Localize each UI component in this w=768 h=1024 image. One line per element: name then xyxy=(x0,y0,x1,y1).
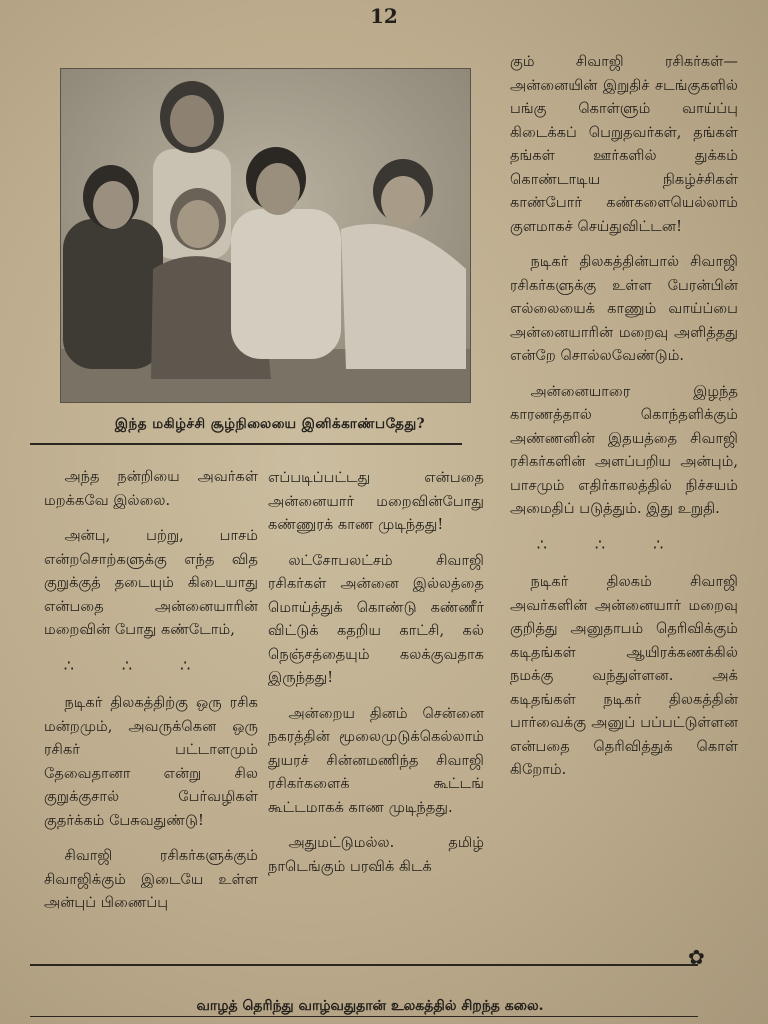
photo-caption: இந்த மகிழ்ச்சி சூழ்நிலையை இனிக்காண்பதேது? xyxy=(114,416,426,432)
section-break-dots: ∴∴∴ xyxy=(536,534,712,554)
group-photo xyxy=(60,68,471,403)
paragraph: அந்த நன்றியை அவர்கள் மறக்கவே இல்லை. xyxy=(44,468,258,509)
caption-rule xyxy=(30,443,462,445)
paragraph: அன்றைய தினம் சென்னை நகரத்தின் மூலைமுடுக்கெல்லாம் துயரச் சின்னமணிந்த சிவாஜி ரசிகர்களைக் கூட்டங் கூட்டமாகக் காண முடிந்தது. xyxy=(268,704,484,816)
paragraph: அதுமட்டுமல்ல. தமிழ் நாடெங்கும் பரவிக் கிடக் xyxy=(268,834,484,875)
column-right xyxy=(510,50,738,794)
paragraph: எப்படிப்பட்டது என்பதை அன்னையார் மறைவின்போது கண்ணுரக் காண முடிந்தது! xyxy=(268,469,484,533)
page-number: 12 xyxy=(370,4,398,28)
footer-quote: வாழத் தெரிந்து வாழ்வதுதான் உலகத்தில் சிறந்த கலை. xyxy=(196,998,544,1014)
paragraph: நடிகர் திலகத்தின்பால் சிவாஜி ரசிகர்களுக்கு உள்ள பேரன்பின் எல்லையைக் காணும் வாய்ப்பை அன்னையாரின் மறைவு அளித்தது என்றே சொல்லவேண்டும். xyxy=(510,253,738,364)
column-left xyxy=(44,465,258,927)
footer-rule xyxy=(30,964,698,966)
paragraph: அன்னையாரை இழந்த காரணத்தால் கொந்தளிக்கும் அண்ணனின் இதயத்தை சிவாஜி ரசிகர்களின் அளப்பறிய அன்பும், பாசமும் எதிர்காலத்தில் நிச்சயம் அமைதிப் படுத்தும். இது உறுதி. xyxy=(510,382,738,517)
section-break-dots: ∴∴∴ xyxy=(63,655,239,675)
paragraph: நடிகர் திலகம் சிவாஜி அவர்களின் அன்னையார் மறைவு குறித்து அனுதாபம் தெரிவிக்கும் கடிதங்கள் ஆயிரக்கணக்கில் நமக்கு வந்துள்ளன. அக் கடிதங்கள் நடிகர் திலகத்தின் பார்வைக்கு அனுப் பப்பட்டுள்ளன என்பதை தெரிவித்துக் கொள் கிறோம். xyxy=(510,573,738,778)
paragraph: கும் சிவாஜி ரசிகர்கள்—அன்னையின் இறுதிச் சடங்குகளில் பங்கு கொள்ளும் வாய்ப்பு கிடைக்கப் பெறுதவர்கள், தங்கள் தங்கள் ஊர்களில் துக்கம் கொண்டாடிய நிகழ்ச்சிகள் காண்போர் கண்களையெல்லாம் குளமாகச் செய்துவிட்டன! xyxy=(510,53,738,235)
paragraph: லட்சோபலட்சம் சிவாஜி ரசிகர்கள் அன்னை இல்லத்தை மொய்த்துக் கொண்டு கண்ணீர் விட்டுக் கதறிய காட்சி, கல் நெஞ்சத்தையும் கலக்குவதாக இருந்தது! xyxy=(268,551,484,686)
paragraph: நடிகர் திலகத்திற்கு ஒரு ரசிக மன்றமும், அவருக்கென ஒரு ரசிகர் பட்டாளமும் தேவைதானா என்று சில குறுக்குசால் பேர்வழிகள் குதர்க்கம் பேசுவதுண்டு! xyxy=(44,694,258,829)
paragraph: அன்பு, பற்று, பாசம் என்றசொற்களுக்கு எந்த வித குறுக்குத் தடையும் கிடையாது என்பதை அன்னையாரின் மறைவின் போது கண்டோம், xyxy=(44,527,258,638)
column-middle xyxy=(268,466,484,890)
flower-ornament-icon: ✿ xyxy=(688,945,705,969)
paragraph: சிவாஜி ரசிகர்களுக்கும் சிவாஜிக்கும் இடையே உள்ள அன்புப் பிணைப்பு xyxy=(44,847,258,911)
footer-rule-bottom xyxy=(30,1016,698,1017)
